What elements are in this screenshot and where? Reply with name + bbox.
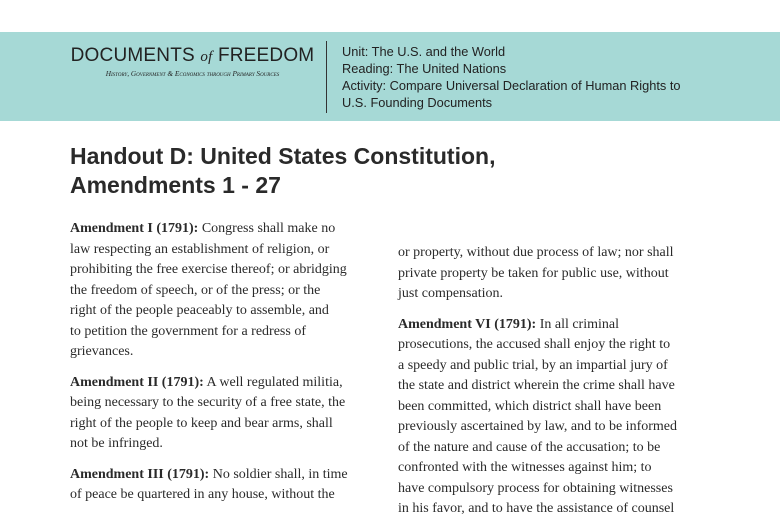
header-divider: [326, 41, 327, 113]
documents-of-freedom-logo: [70, 45, 315, 78]
unit-line: Unit: The U.S. and the World: [342, 44, 506, 59]
amendment-2-first-line: [70, 375, 343, 390]
amendment-6-text-line: of the nature and cause of the accusation; to be: [398, 439, 661, 455]
amendment-6-text-line: in his favor, and to have the assistance of counsel: [398, 501, 675, 516]
amendment-2-text-line: A well regulated militia,: [203, 374, 343, 390]
amendment-1-text-line: grievances.: [70, 344, 134, 359]
amendment-6-text-line: the state and district wherein the crime shall have: [398, 378, 675, 393]
amendment-6-text-line: have compulsory process for obtaining witnesses: [398, 480, 673, 496]
amendment-2-paragraph: [70, 373, 380, 455]
amendment-3-first-line: [70, 467, 348, 482]
amendment-1-text-line: Congress shall make no: [198, 221, 336, 236]
amendment-6-text-line: confronted with the witnesses against him; to: [398, 460, 652, 475]
amendment-2-text-line: not be infringed.: [70, 436, 163, 451]
right-column: [398, 243, 718, 530]
amendment-6-text-line: previously ascertained by law, and to be informed: [398, 419, 678, 434]
amendment-6-text-line: a speedy and public trial, by an impartial jury of: [398, 357, 668, 373]
amendment-6-first-line: [398, 317, 619, 332]
amendment-5-text-line: or property, without due process of law; nor shall: [398, 245, 674, 260]
amendment-2-text-line: being necessary to the security of a free state, the: [70, 395, 346, 410]
page-title: [70, 142, 495, 200]
logo-wordmark: [70, 45, 315, 67]
header-band: [0, 32, 780, 121]
amendment-6-text-line: prosecutions, the accused shall enjoy the right to: [398, 337, 671, 352]
amendment-6-text-line: been committed, which district shall have been: [398, 398, 662, 414]
left-column: [70, 219, 380, 516]
activity-line: Activity: Compare Universal Declaration of Human Rights to: [342, 78, 681, 93]
amendment-1-paragraph: [70, 219, 380, 363]
amendment-3-paragraph: [70, 465, 380, 506]
amendment-3-heading: Amendment III (1791):: [70, 466, 210, 482]
logo-word-freedom: FREEDOM: [217, 45, 315, 66]
amendment-1-text-line: law respecting an establishment of religion, or: [70, 241, 330, 257]
logo-word-documents: DOCUMENTS: [70, 45, 195, 66]
amendment-5-text-line: just compensation.: [398, 286, 503, 301]
logo-word-of: of: [200, 49, 213, 65]
logo-tagline: History, Government & Economics through Primary Sources: [105, 69, 280, 78]
unit-info: [342, 43, 681, 111]
amendment-6-text-line: In all criminal: [536, 316, 619, 332]
amendment-6-paragraph: [398, 315, 718, 520]
page-title-line-2: Amendments 1 - 27: [70, 172, 281, 198]
amendment-1-text-line: the freedom of speech, or of the press; or the: [70, 282, 321, 298]
reading-line: Reading: The United Nations: [342, 61, 507, 76]
amendment-3-text-line: No soldier shall, in time: [209, 466, 348, 482]
amendment-2-heading: Amendment II (1791):: [70, 374, 204, 390]
amendment-3-text-line: of peace be quartered in any house, without the: [70, 487, 335, 502]
page-title-line-1: Handout D: United States Constitution,: [70, 143, 496, 169]
amendment-1-first-line: [70, 221, 335, 236]
amendment-5-continued-paragraph: [398, 243, 718, 305]
amendment-6-heading: Amendment VI (1791):: [398, 316, 537, 332]
amendment-1-text-line: right of the people peaceably to assemble, and: [70, 303, 329, 318]
amendment-1-text-line: prohibiting the free exercise thereof; or abridging: [70, 262, 347, 277]
activity-line-continued: U.S. Founding Documents: [342, 95, 493, 110]
amendment-1-heading: Amendment I (1791):: [70, 221, 199, 236]
amendment-2-text-line: right of the people to keep and bear arms, shall: [70, 415, 333, 431]
amendment-5-text-line: private property be taken for public use, without: [398, 265, 669, 281]
amendment-1-text-line: to petition the government for a redress of: [70, 323, 306, 339]
